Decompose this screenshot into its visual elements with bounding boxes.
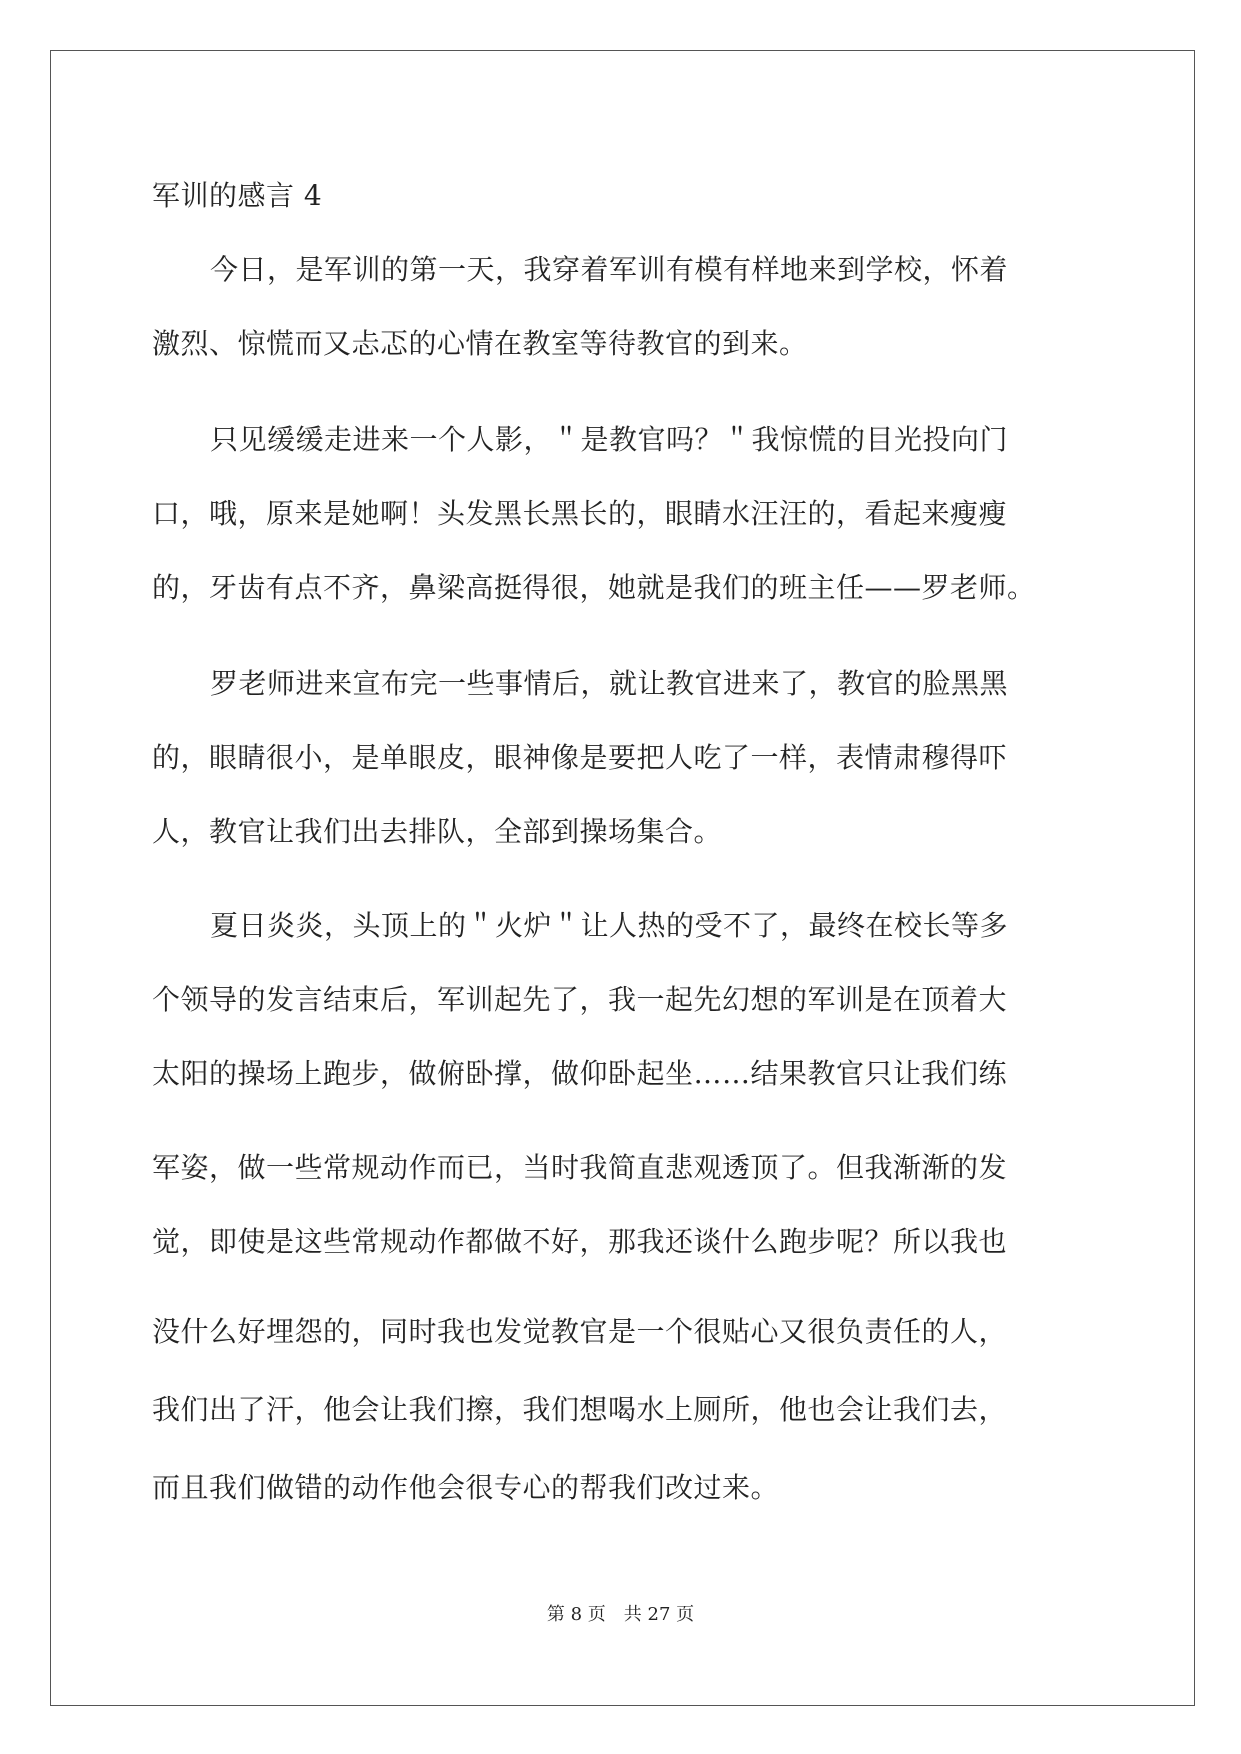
document-heading: 军训的感言 4 [152,179,323,212]
paragraph-4-line-3: 太阳的操场上跑步，做俯卧撑，做仰卧起坐……结果教官只让我们练 [152,1057,1008,1090]
paragraph-4-line-7: 我们出了汗，他会让我们擦，我们想喝水上厕所，他也会让我们去， [152,1393,1008,1426]
page-border [50,50,1195,1706]
paragraph-3-line-2: 的，眼睛很小，是单眼皮，眼神像是要把人吃了一样，表情肃穆得吓 [152,741,1008,774]
paragraph-3-line-3: 人，教官让我们出去排队，全部到操场集合。 [152,815,723,848]
paragraph-4-line-1: 夏日炎炎，头顶上的＂火炉＂让人热的受不了，最终在校长等多 [210,909,1009,942]
paragraph-2-line-3: 的，牙齿有点不齐，鼻梁高挺得很，她就是我们的班主任——罗老师。 [152,571,1036,604]
paragraph-2-line-1: 只见缓缓走进来一个人影，＂是教官吗？＂我惊慌的目光投向门 [210,423,1009,456]
paragraph-1-line-2: 激烈、惊慌而又忐忑的心情在教室等待教官的到来。 [152,327,808,360]
paragraph-3-line-1: 罗老师进来宣布完一些事情后，就让教官进来了，教官的脸黑黑 [210,667,1009,700]
paragraph-4-line-5: 觉，即使是这些常规动作都做不好，那我还谈什么跑步呢？所以我也 [152,1225,1008,1258]
page-number-footer: 第 8 页 共 27 页 [546,1604,695,1625]
paragraph-4-line-6: 没什么好埋怨的，同时我也发觉教官是一个很贴心又很负责任的人， [152,1315,1008,1348]
paragraph-2-line-2: 口，哦，原来是她啊！头发黑长黑长的，眼睛水汪汪的，看起来瘦瘦 [152,497,1008,530]
paragraph-4-line-4: 军姿，做一些常规动作而已，当时我简直悲观透顶了。但我渐渐的发 [152,1151,1008,1184]
paragraph-4-line-8: 而且我们做错的动作他会很专心的帮我们改过来。 [152,1471,780,1504]
paragraph-1-line-1: 今日，是军训的第一天，我穿着军训有模有样地来到学校，怀着 [210,253,1009,286]
paragraph-4-line-2: 个领导的发言结束后，军训起先了，我一起先幻想的军训是在顶着大 [152,983,1008,1016]
